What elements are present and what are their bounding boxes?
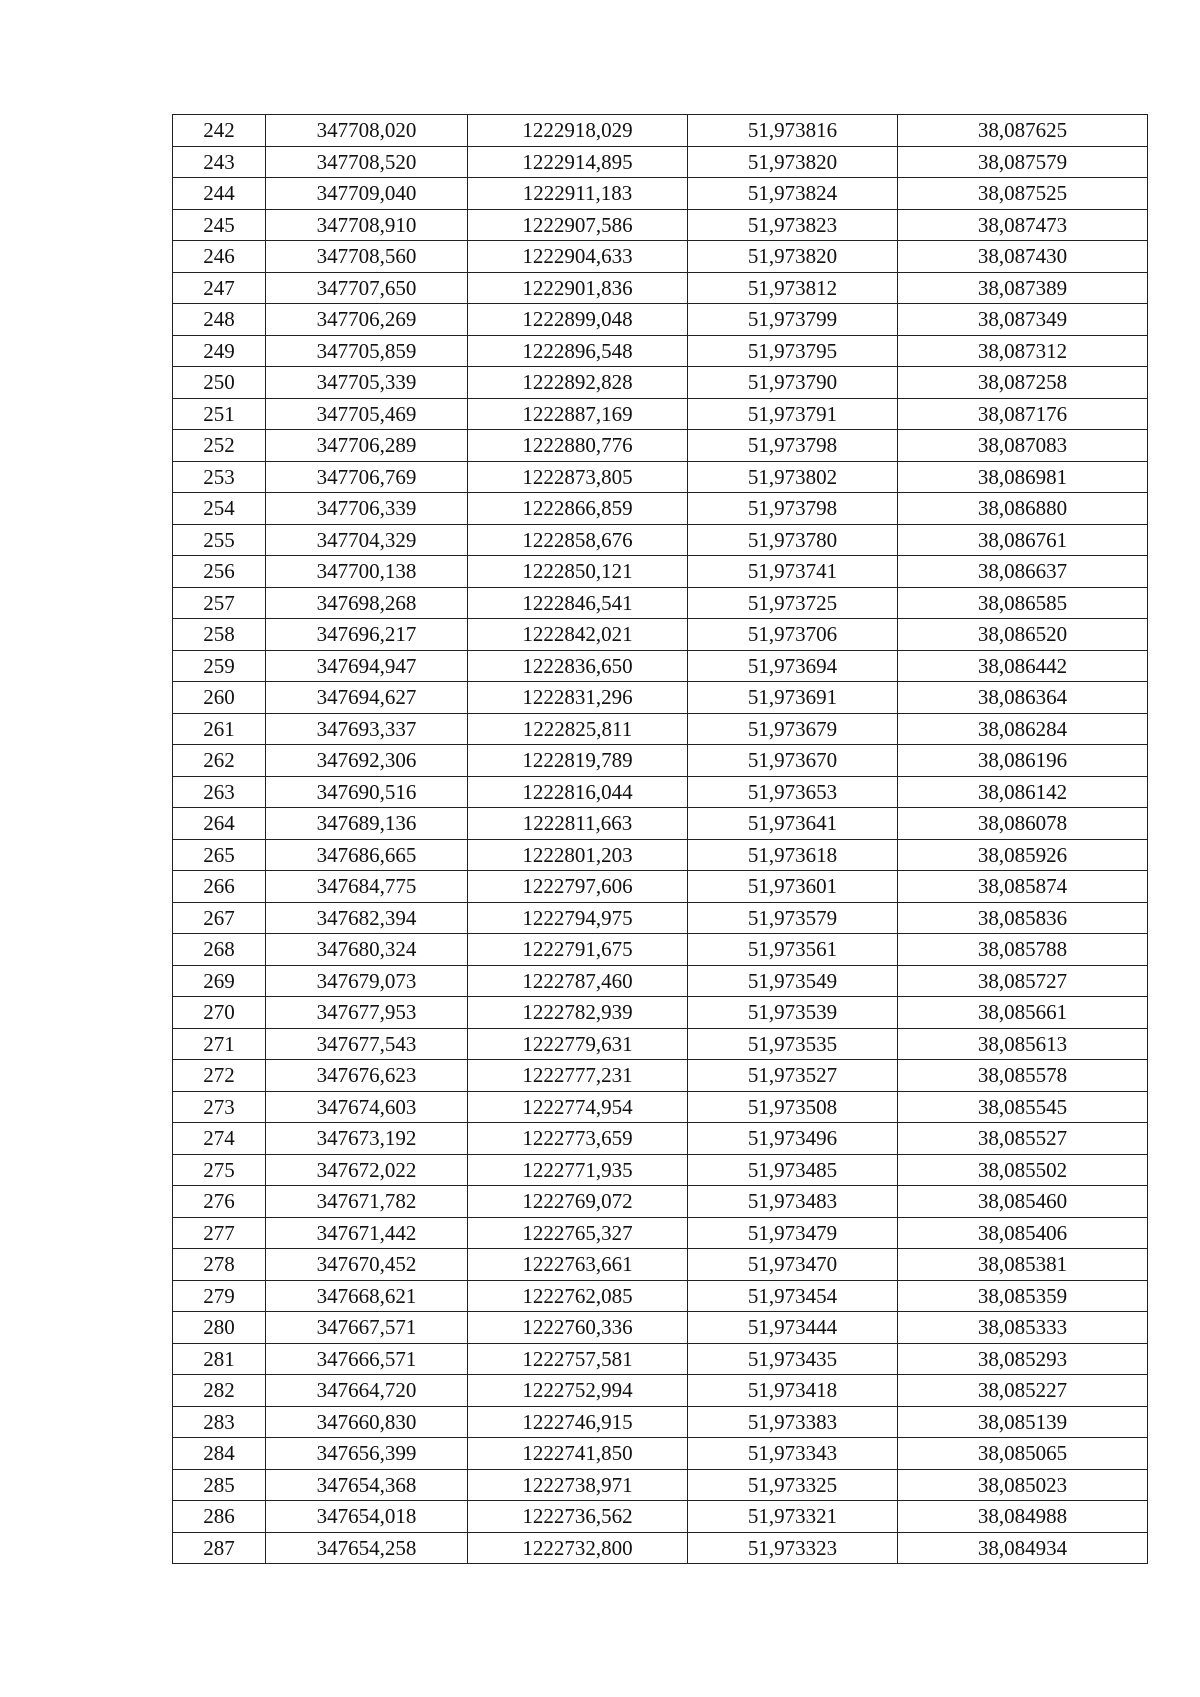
point-number-cell: 251 <box>173 398 266 430</box>
point-number-cell: 287 <box>173 1532 266 1564</box>
x-coordinate-cell: 347674,603 <box>266 1091 468 1123</box>
longitude-cell: 38,087083 <box>898 430 1148 462</box>
point-number-cell: 258 <box>173 619 266 651</box>
x-coordinate-cell: 347690,516 <box>266 776 468 808</box>
x-coordinate-cell: 347673,192 <box>266 1123 468 1155</box>
latitude-cell: 51,973824 <box>688 178 898 210</box>
table-row <box>173 461 1148 493</box>
table-row <box>173 1375 1148 1407</box>
x-coordinate-cell: 347694,947 <box>266 650 468 682</box>
x-coordinate-cell: 347705,859 <box>266 335 468 367</box>
point-number-cell: 252 <box>173 430 266 462</box>
point-number-cell: 244 <box>173 178 266 210</box>
table-row <box>173 934 1148 966</box>
y-coordinate-cell: 1222892,828 <box>468 367 688 399</box>
latitude-cell: 51,973496 <box>688 1123 898 1155</box>
latitude-cell: 51,973812 <box>688 272 898 304</box>
latitude-cell: 51,973508 <box>688 1091 898 1123</box>
y-coordinate-cell: 1222762,085 <box>468 1280 688 1312</box>
longitude-cell: 38,086880 <box>898 493 1148 525</box>
latitude-cell: 51,973444 <box>688 1312 898 1344</box>
longitude-cell: 38,085613 <box>898 1028 1148 1060</box>
x-coordinate-cell: 347706,339 <box>266 493 468 525</box>
longitude-cell: 38,087312 <box>898 335 1148 367</box>
table-row <box>173 1406 1148 1438</box>
latitude-cell: 51,973795 <box>688 335 898 367</box>
x-coordinate-cell: 347705,469 <box>266 398 468 430</box>
y-coordinate-cell: 1222899,048 <box>468 304 688 336</box>
latitude-cell: 51,973706 <box>688 619 898 651</box>
table-row <box>173 1028 1148 1060</box>
x-coordinate-cell: 347684,775 <box>266 871 468 903</box>
table-row <box>173 241 1148 273</box>
point-number-cell: 253 <box>173 461 266 493</box>
point-number-cell: 275 <box>173 1154 266 1186</box>
longitude-cell: 38,086442 <box>898 650 1148 682</box>
x-coordinate-cell: 347664,720 <box>266 1375 468 1407</box>
x-coordinate-cell: 347698,268 <box>266 587 468 619</box>
latitude-cell: 51,973799 <box>688 304 898 336</box>
table-row <box>173 1217 1148 1249</box>
table-row <box>173 367 1148 399</box>
longitude-cell: 38,086142 <box>898 776 1148 808</box>
point-number-cell: 261 <box>173 713 266 745</box>
longitude-cell: 38,086284 <box>898 713 1148 745</box>
longitude-cell: 38,085661 <box>898 997 1148 1029</box>
longitude-cell: 38,085926 <box>898 839 1148 871</box>
table-row <box>173 871 1148 903</box>
point-number-cell: 245 <box>173 209 266 241</box>
longitude-cell: 38,086585 <box>898 587 1148 619</box>
y-coordinate-cell: 1222911,183 <box>468 178 688 210</box>
x-coordinate-cell: 347706,269 <box>266 304 468 336</box>
x-coordinate-cell: 347676,623 <box>266 1060 468 1092</box>
y-coordinate-cell: 1222787,460 <box>468 965 688 997</box>
latitude-cell: 51,973798 <box>688 493 898 525</box>
y-coordinate-cell: 1222873,805 <box>468 461 688 493</box>
longitude-cell: 38,085727 <box>898 965 1148 997</box>
table-row <box>173 1312 1148 1344</box>
coordinates-table <box>172 114 1148 1564</box>
point-number-cell: 281 <box>173 1343 266 1375</box>
point-number-cell: 286 <box>173 1501 266 1533</box>
y-coordinate-cell: 1222763,661 <box>468 1249 688 1281</box>
table-row <box>173 682 1148 714</box>
y-coordinate-cell: 1222746,915 <box>468 1406 688 1438</box>
x-coordinate-cell: 347707,650 <box>266 272 468 304</box>
longitude-cell: 38,085359 <box>898 1280 1148 1312</box>
longitude-cell: 38,085788 <box>898 934 1148 966</box>
point-number-cell: 276 <box>173 1186 266 1218</box>
table-row <box>173 776 1148 808</box>
latitude-cell: 51,973485 <box>688 1154 898 1186</box>
x-coordinate-cell: 347682,394 <box>266 902 468 934</box>
table-row <box>173 1501 1148 1533</box>
table-row <box>173 902 1148 934</box>
y-coordinate-cell: 1222752,994 <box>468 1375 688 1407</box>
longitude-cell: 38,086520 <box>898 619 1148 651</box>
point-number-cell: 243 <box>173 146 266 178</box>
point-number-cell: 246 <box>173 241 266 273</box>
y-coordinate-cell: 1222896,548 <box>468 335 688 367</box>
x-coordinate-cell: 347706,769 <box>266 461 468 493</box>
latitude-cell: 51,973561 <box>688 934 898 966</box>
longitude-cell: 38,086196 <box>898 745 1148 777</box>
latitude-cell: 51,973741 <box>688 556 898 588</box>
x-coordinate-cell: 347679,073 <box>266 965 468 997</box>
y-coordinate-cell: 1222801,203 <box>468 839 688 871</box>
y-coordinate-cell: 1222816,044 <box>468 776 688 808</box>
point-number-cell: 265 <box>173 839 266 871</box>
longitude-cell: 38,086078 <box>898 808 1148 840</box>
longitude-cell: 38,086364 <box>898 682 1148 714</box>
table-row <box>173 430 1148 462</box>
y-coordinate-cell: 1222782,939 <box>468 997 688 1029</box>
y-coordinate-cell: 1222858,676 <box>468 524 688 556</box>
y-coordinate-cell: 1222779,631 <box>468 1028 688 1060</box>
point-number-cell: 242 <box>173 115 266 147</box>
point-number-cell: 257 <box>173 587 266 619</box>
longitude-cell: 38,085333 <box>898 1312 1148 1344</box>
point-number-cell: 259 <box>173 650 266 682</box>
point-number-cell: 268 <box>173 934 266 966</box>
table-row <box>173 587 1148 619</box>
latitude-cell: 51,973418 <box>688 1375 898 1407</box>
x-coordinate-cell: 347677,543 <box>266 1028 468 1060</box>
latitude-cell: 51,973527 <box>688 1060 898 1092</box>
point-number-cell: 248 <box>173 304 266 336</box>
point-number-cell: 284 <box>173 1438 266 1470</box>
table-row <box>173 1343 1148 1375</box>
longitude-cell: 38,085227 <box>898 1375 1148 1407</box>
table-row <box>173 556 1148 588</box>
y-coordinate-cell: 1222797,606 <box>468 871 688 903</box>
longitude-cell: 38,085836 <box>898 902 1148 934</box>
table-row <box>173 1280 1148 1312</box>
y-coordinate-cell: 1222850,121 <box>468 556 688 588</box>
latitude-cell: 51,973798 <box>688 430 898 462</box>
longitude-cell: 38,085502 <box>898 1154 1148 1186</box>
point-number-cell: 285 <box>173 1469 266 1501</box>
longitude-cell: 38,087579 <box>898 146 1148 178</box>
y-coordinate-cell: 1222846,541 <box>468 587 688 619</box>
y-coordinate-cell: 1222918,029 <box>468 115 688 147</box>
y-coordinate-cell: 1222791,675 <box>468 934 688 966</box>
longitude-cell: 38,084934 <box>898 1532 1148 1564</box>
x-coordinate-cell: 347654,368 <box>266 1469 468 1501</box>
latitude-cell: 51,973653 <box>688 776 898 808</box>
y-coordinate-cell: 1222741,850 <box>468 1438 688 1470</box>
longitude-cell: 38,084988 <box>898 1501 1148 1533</box>
x-coordinate-cell: 347700,138 <box>266 556 468 588</box>
point-number-cell: 282 <box>173 1375 266 1407</box>
point-number-cell: 279 <box>173 1280 266 1312</box>
point-number-cell: 272 <box>173 1060 266 1092</box>
y-coordinate-cell: 1222901,836 <box>468 272 688 304</box>
table-row <box>173 745 1148 777</box>
longitude-cell: 38,087258 <box>898 367 1148 399</box>
table-row <box>173 335 1148 367</box>
point-number-cell: 267 <box>173 902 266 934</box>
y-coordinate-cell: 1222794,975 <box>468 902 688 934</box>
x-coordinate-cell: 347705,339 <box>266 367 468 399</box>
y-coordinate-cell: 1222736,562 <box>468 1501 688 1533</box>
longitude-cell: 38,086981 <box>898 461 1148 493</box>
point-number-cell: 266 <box>173 871 266 903</box>
latitude-cell: 51,973791 <box>688 398 898 430</box>
y-coordinate-cell: 1222887,169 <box>468 398 688 430</box>
y-coordinate-cell: 1222765,327 <box>468 1217 688 1249</box>
x-coordinate-cell: 347708,520 <box>266 146 468 178</box>
y-coordinate-cell: 1222904,633 <box>468 241 688 273</box>
y-coordinate-cell: 1222831,296 <box>468 682 688 714</box>
table-row <box>173 1532 1148 1564</box>
x-coordinate-cell: 347656,399 <box>266 1438 468 1470</box>
latitude-cell: 51,973679 <box>688 713 898 745</box>
y-coordinate-cell: 1222757,581 <box>468 1343 688 1375</box>
y-coordinate-cell: 1222819,789 <box>468 745 688 777</box>
x-coordinate-cell: 347668,621 <box>266 1280 468 1312</box>
latitude-cell: 51,973820 <box>688 241 898 273</box>
latitude-cell: 51,973325 <box>688 1469 898 1501</box>
longitude-cell: 38,085139 <box>898 1406 1148 1438</box>
table-row <box>173 965 1148 997</box>
point-number-cell: 262 <box>173 745 266 777</box>
table-row <box>173 650 1148 682</box>
point-number-cell: 278 <box>173 1249 266 1281</box>
latitude-cell: 51,973479 <box>688 1217 898 1249</box>
latitude-cell: 51,973802 <box>688 461 898 493</box>
table-row <box>173 1438 1148 1470</box>
longitude-cell: 38,085023 <box>898 1469 1148 1501</box>
table-row <box>173 1123 1148 1155</box>
x-coordinate-cell: 347704,329 <box>266 524 468 556</box>
point-number-cell: 273 <box>173 1091 266 1123</box>
x-coordinate-cell: 347660,830 <box>266 1406 468 1438</box>
y-coordinate-cell: 1222836,650 <box>468 650 688 682</box>
point-number-cell: 271 <box>173 1028 266 1060</box>
longitude-cell: 38,087389 <box>898 272 1148 304</box>
latitude-cell: 51,973694 <box>688 650 898 682</box>
latitude-cell: 51,973780 <box>688 524 898 556</box>
longitude-cell: 38,085578 <box>898 1060 1148 1092</box>
y-coordinate-cell: 1222773,659 <box>468 1123 688 1155</box>
latitude-cell: 51,973435 <box>688 1343 898 1375</box>
x-coordinate-cell: 347708,020 <box>266 115 468 147</box>
table-row <box>173 272 1148 304</box>
x-coordinate-cell: 347708,910 <box>266 209 468 241</box>
y-coordinate-cell: 1222738,971 <box>468 1469 688 1501</box>
y-coordinate-cell: 1222907,586 <box>468 209 688 241</box>
table-row <box>173 1186 1148 1218</box>
point-number-cell: 264 <box>173 808 266 840</box>
y-coordinate-cell: 1222811,663 <box>468 808 688 840</box>
latitude-cell: 51,973816 <box>688 115 898 147</box>
x-coordinate-cell: 347709,040 <box>266 178 468 210</box>
point-number-cell: 263 <box>173 776 266 808</box>
latitude-cell: 51,973343 <box>688 1438 898 1470</box>
longitude-cell: 38,085874 <box>898 871 1148 903</box>
point-number-cell: 274 <box>173 1123 266 1155</box>
x-coordinate-cell: 347686,665 <box>266 839 468 871</box>
latitude-cell: 51,973820 <box>688 146 898 178</box>
point-number-cell: 255 <box>173 524 266 556</box>
x-coordinate-cell: 347671,442 <box>266 1217 468 1249</box>
y-coordinate-cell: 1222774,954 <box>468 1091 688 1123</box>
table-row <box>173 115 1148 147</box>
y-coordinate-cell: 1222842,021 <box>468 619 688 651</box>
longitude-cell: 38,085065 <box>898 1438 1148 1470</box>
point-number-cell: 270 <box>173 997 266 1029</box>
longitude-cell: 38,087349 <box>898 304 1148 336</box>
point-number-cell: 260 <box>173 682 266 714</box>
table-row <box>173 619 1148 651</box>
point-number-cell: 256 <box>173 556 266 588</box>
latitude-cell: 51,973539 <box>688 997 898 1029</box>
table-row <box>173 839 1148 871</box>
longitude-cell: 38,085545 <box>898 1091 1148 1123</box>
x-coordinate-cell: 347672,022 <box>266 1154 468 1186</box>
latitude-cell: 51,973641 <box>688 808 898 840</box>
latitude-cell: 51,973549 <box>688 965 898 997</box>
x-coordinate-cell: 347666,571 <box>266 1343 468 1375</box>
point-number-cell: 280 <box>173 1312 266 1344</box>
x-coordinate-cell: 347677,953 <box>266 997 468 1029</box>
latitude-cell: 51,973579 <box>688 902 898 934</box>
y-coordinate-cell: 1222732,800 <box>468 1532 688 1564</box>
x-coordinate-cell: 347654,018 <box>266 1501 468 1533</box>
point-number-cell: 283 <box>173 1406 266 1438</box>
point-number-cell: 277 <box>173 1217 266 1249</box>
longitude-cell: 38,087473 <box>898 209 1148 241</box>
longitude-cell: 38,086761 <box>898 524 1148 556</box>
longitude-cell: 38,086637 <box>898 556 1148 588</box>
y-coordinate-cell: 1222866,859 <box>468 493 688 525</box>
table-row <box>173 808 1148 840</box>
table-row <box>173 713 1148 745</box>
latitude-cell: 51,973618 <box>688 839 898 871</box>
table-row <box>173 997 1148 1029</box>
y-coordinate-cell: 1222880,776 <box>468 430 688 462</box>
latitude-cell: 51,973725 <box>688 587 898 619</box>
table-row <box>173 1060 1148 1092</box>
latitude-cell: 51,973454 <box>688 1280 898 1312</box>
latitude-cell: 51,973383 <box>688 1406 898 1438</box>
x-coordinate-cell: 347694,627 <box>266 682 468 714</box>
table-row <box>173 1154 1148 1186</box>
y-coordinate-cell: 1222760,336 <box>468 1312 688 1344</box>
point-number-cell: 247 <box>173 272 266 304</box>
point-number-cell: 250 <box>173 367 266 399</box>
latitude-cell: 51,973483 <box>688 1186 898 1218</box>
latitude-cell: 51,973691 <box>688 682 898 714</box>
table-row <box>173 1091 1148 1123</box>
longitude-cell: 38,085406 <box>898 1217 1148 1249</box>
longitude-cell: 38,087430 <box>898 241 1148 273</box>
latitude-cell: 51,973323 <box>688 1532 898 1564</box>
y-coordinate-cell: 1222777,231 <box>468 1060 688 1092</box>
latitude-cell: 51,973535 <box>688 1028 898 1060</box>
longitude-cell: 38,085460 <box>898 1186 1148 1218</box>
longitude-cell: 38,087176 <box>898 398 1148 430</box>
x-coordinate-cell: 347680,324 <box>266 934 468 966</box>
x-coordinate-cell: 347689,136 <box>266 808 468 840</box>
x-coordinate-cell: 347706,289 <box>266 430 468 462</box>
table-row <box>173 304 1148 336</box>
x-coordinate-cell: 347654,258 <box>266 1532 468 1564</box>
table-row <box>173 493 1148 525</box>
table-row <box>173 146 1148 178</box>
point-number-cell: 249 <box>173 335 266 367</box>
table-row <box>173 178 1148 210</box>
longitude-cell: 38,087525 <box>898 178 1148 210</box>
point-number-cell: 269 <box>173 965 266 997</box>
y-coordinate-cell: 1222771,935 <box>468 1154 688 1186</box>
x-coordinate-cell: 347667,571 <box>266 1312 468 1344</box>
table-row <box>173 209 1148 241</box>
longitude-cell: 38,085293 <box>898 1343 1148 1375</box>
latitude-cell: 51,973670 <box>688 745 898 777</box>
table-row <box>173 1469 1148 1501</box>
longitude-cell: 38,085381 <box>898 1249 1148 1281</box>
coordinates-table-body <box>173 115 1148 1564</box>
x-coordinate-cell: 347708,560 <box>266 241 468 273</box>
table-row <box>173 524 1148 556</box>
x-coordinate-cell: 347692,306 <box>266 745 468 777</box>
y-coordinate-cell: 1222825,811 <box>468 713 688 745</box>
longitude-cell: 38,087625 <box>898 115 1148 147</box>
x-coordinate-cell: 347696,217 <box>266 619 468 651</box>
x-coordinate-cell: 347693,337 <box>266 713 468 745</box>
point-number-cell: 254 <box>173 493 266 525</box>
longitude-cell: 38,085527 <box>898 1123 1148 1155</box>
table-row <box>173 1249 1148 1281</box>
latitude-cell: 51,973823 <box>688 209 898 241</box>
x-coordinate-cell: 347670,452 <box>266 1249 468 1281</box>
y-coordinate-cell: 1222769,072 <box>468 1186 688 1218</box>
table-row <box>173 398 1148 430</box>
latitude-cell: 51,973470 <box>688 1249 898 1281</box>
latitude-cell: 51,973790 <box>688 367 898 399</box>
latitude-cell: 51,973321 <box>688 1501 898 1533</box>
x-coordinate-cell: 347671,782 <box>266 1186 468 1218</box>
latitude-cell: 51,973601 <box>688 871 898 903</box>
y-coordinate-cell: 1222914,895 <box>468 146 688 178</box>
